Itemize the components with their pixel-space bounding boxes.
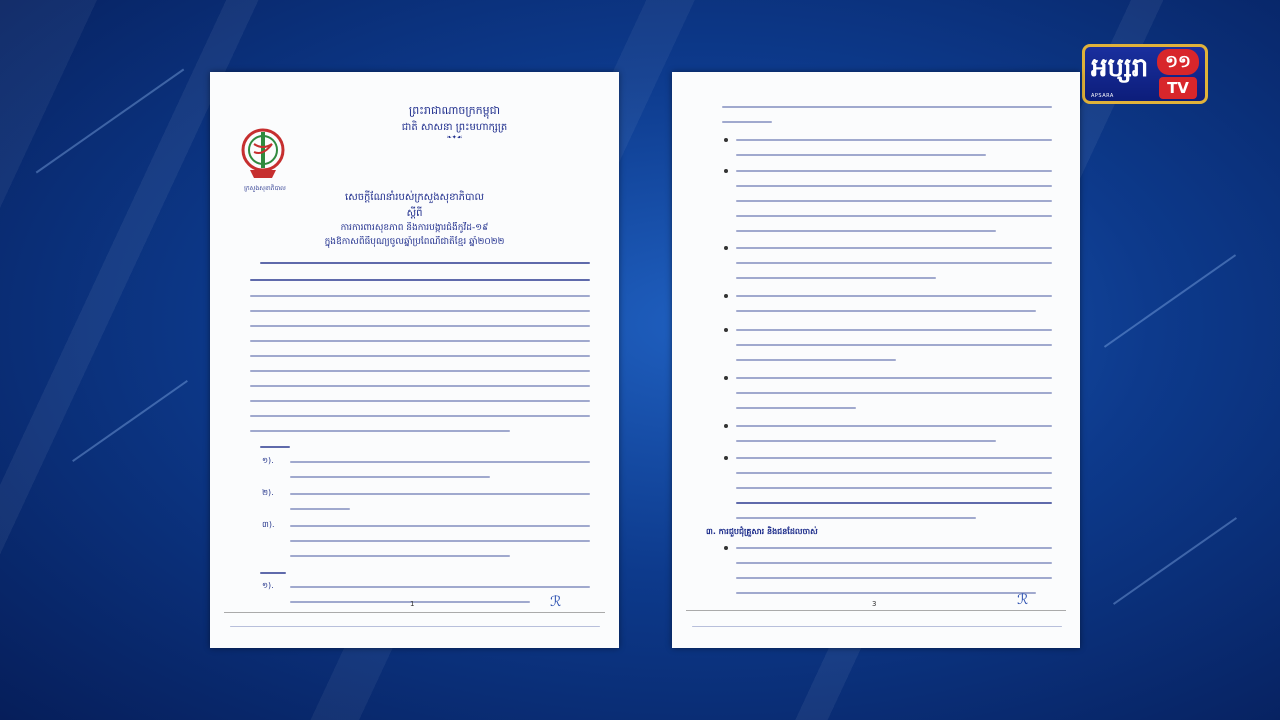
text-line (736, 577, 1052, 579)
text-line (736, 457, 1052, 459)
text-line (736, 329, 1052, 331)
document-title-about: ស្តីពី (406, 208, 423, 219)
text-line (250, 400, 590, 402)
footer-rule (224, 612, 605, 613)
text-line (250, 340, 590, 342)
ministry-of-health-logo (240, 122, 286, 182)
ornament: ❧✦☙ (446, 134, 463, 141)
document-occasion: ក្នុងឱកាសពិធីបុណ្យចូលឆ្នាំប្រពៃណីជាតិខ្មែរ ឆ្នាំ២០២២ (324, 237, 505, 247)
apsara-tv-logo (1082, 44, 1208, 104)
text-line (736, 344, 1052, 346)
list-bullet (724, 376, 728, 380)
text-line (736, 359, 896, 361)
document-page-3 (672, 72, 1080, 648)
text-line (736, 407, 856, 409)
text-line (722, 121, 772, 123)
motto-header: ជាតិ សាសនា ព្រះមហាក្សត្រ (401, 122, 508, 133)
text-line (736, 377, 1052, 379)
channel-number: ១១ (1157, 49, 1199, 75)
page-number: 3 (872, 600, 877, 608)
list-bullet (724, 456, 728, 460)
footer-text (692, 626, 1062, 627)
text-line (736, 230, 996, 232)
list-bullet (724, 546, 728, 550)
text-line (250, 310, 590, 312)
channel-brand: APSARA (1091, 93, 1114, 99)
text-line (736, 247, 1052, 249)
list-bullet (724, 138, 728, 142)
text-line (736, 592, 1036, 594)
text-line (736, 472, 1052, 474)
document-page-1 (210, 72, 619, 648)
text-line (736, 310, 1036, 312)
text-line (736, 262, 1052, 264)
item-number: ១). (262, 581, 274, 590)
channel-tv-badge: TV (1159, 77, 1197, 99)
document-title: សេចក្តីណែនាំរបស់ក្រសួងសុខាភិបាល (345, 192, 484, 203)
background-streak (1104, 254, 1236, 347)
kingdom-header: ព្រះរាជាណាចក្រកម្ពុជា (408, 104, 501, 117)
text-line (250, 385, 590, 387)
initials-signature: ℛ (550, 594, 562, 610)
footer-rule (686, 610, 1066, 611)
text-line (290, 540, 590, 542)
text-line (736, 562, 1052, 564)
text-line (736, 154, 986, 156)
item-number: ៣). (262, 520, 275, 529)
text-line (736, 547, 1052, 549)
item-number: ១). (262, 456, 274, 465)
text-line (736, 517, 976, 519)
text-line (736, 200, 1052, 202)
section-heading: ៣. ការជួបជុំគ្រួសារ និងជនដែលចាស់ (706, 527, 818, 536)
text-line (736, 487, 1052, 489)
text-line (250, 370, 590, 372)
text-line (250, 295, 590, 297)
text-line (250, 430, 510, 432)
text-line (260, 262, 590, 264)
text-line (736, 440, 996, 442)
background-streak (1113, 517, 1237, 605)
text-line (736, 170, 1052, 172)
text-line (290, 461, 590, 463)
text-line (290, 476, 490, 478)
text-line (290, 508, 350, 510)
text-line (290, 586, 590, 588)
text-line (290, 555, 510, 557)
text-line (736, 139, 1052, 141)
channel-logo-text: អប្សរា (1091, 53, 1149, 83)
text-line (250, 355, 590, 357)
footer-text (230, 626, 600, 627)
list-bullet (724, 169, 728, 173)
item-number: ២). (262, 488, 274, 497)
document-subject: ការការពារសុខភាព និងការបង្ការជំងឺកូវីដ-១៩ (340, 223, 489, 233)
text-line (290, 525, 590, 527)
text-line (260, 446, 290, 448)
text-line (250, 415, 590, 417)
initials-signature: ℛ (1017, 592, 1029, 608)
text-line (736, 392, 1052, 394)
text-line (736, 215, 1052, 217)
text-line (736, 277, 936, 279)
list-bullet (724, 246, 728, 250)
list-bullet (724, 424, 728, 428)
ministry-label: ក្រសួងសុខាភិបាល (244, 185, 286, 192)
text-line (736, 185, 1052, 187)
text-line (260, 572, 286, 574)
text-line (250, 325, 590, 327)
list-bullet (724, 328, 728, 332)
text-line (736, 425, 1052, 427)
page-number: 1 (410, 600, 415, 608)
text-line (736, 502, 1052, 504)
text-line (250, 279, 590, 281)
text-line (290, 493, 590, 495)
list-bullet (724, 294, 728, 298)
text-line (736, 295, 1052, 297)
background-streak (36, 69, 185, 174)
background-streak (72, 380, 188, 462)
text-line (722, 106, 1052, 108)
